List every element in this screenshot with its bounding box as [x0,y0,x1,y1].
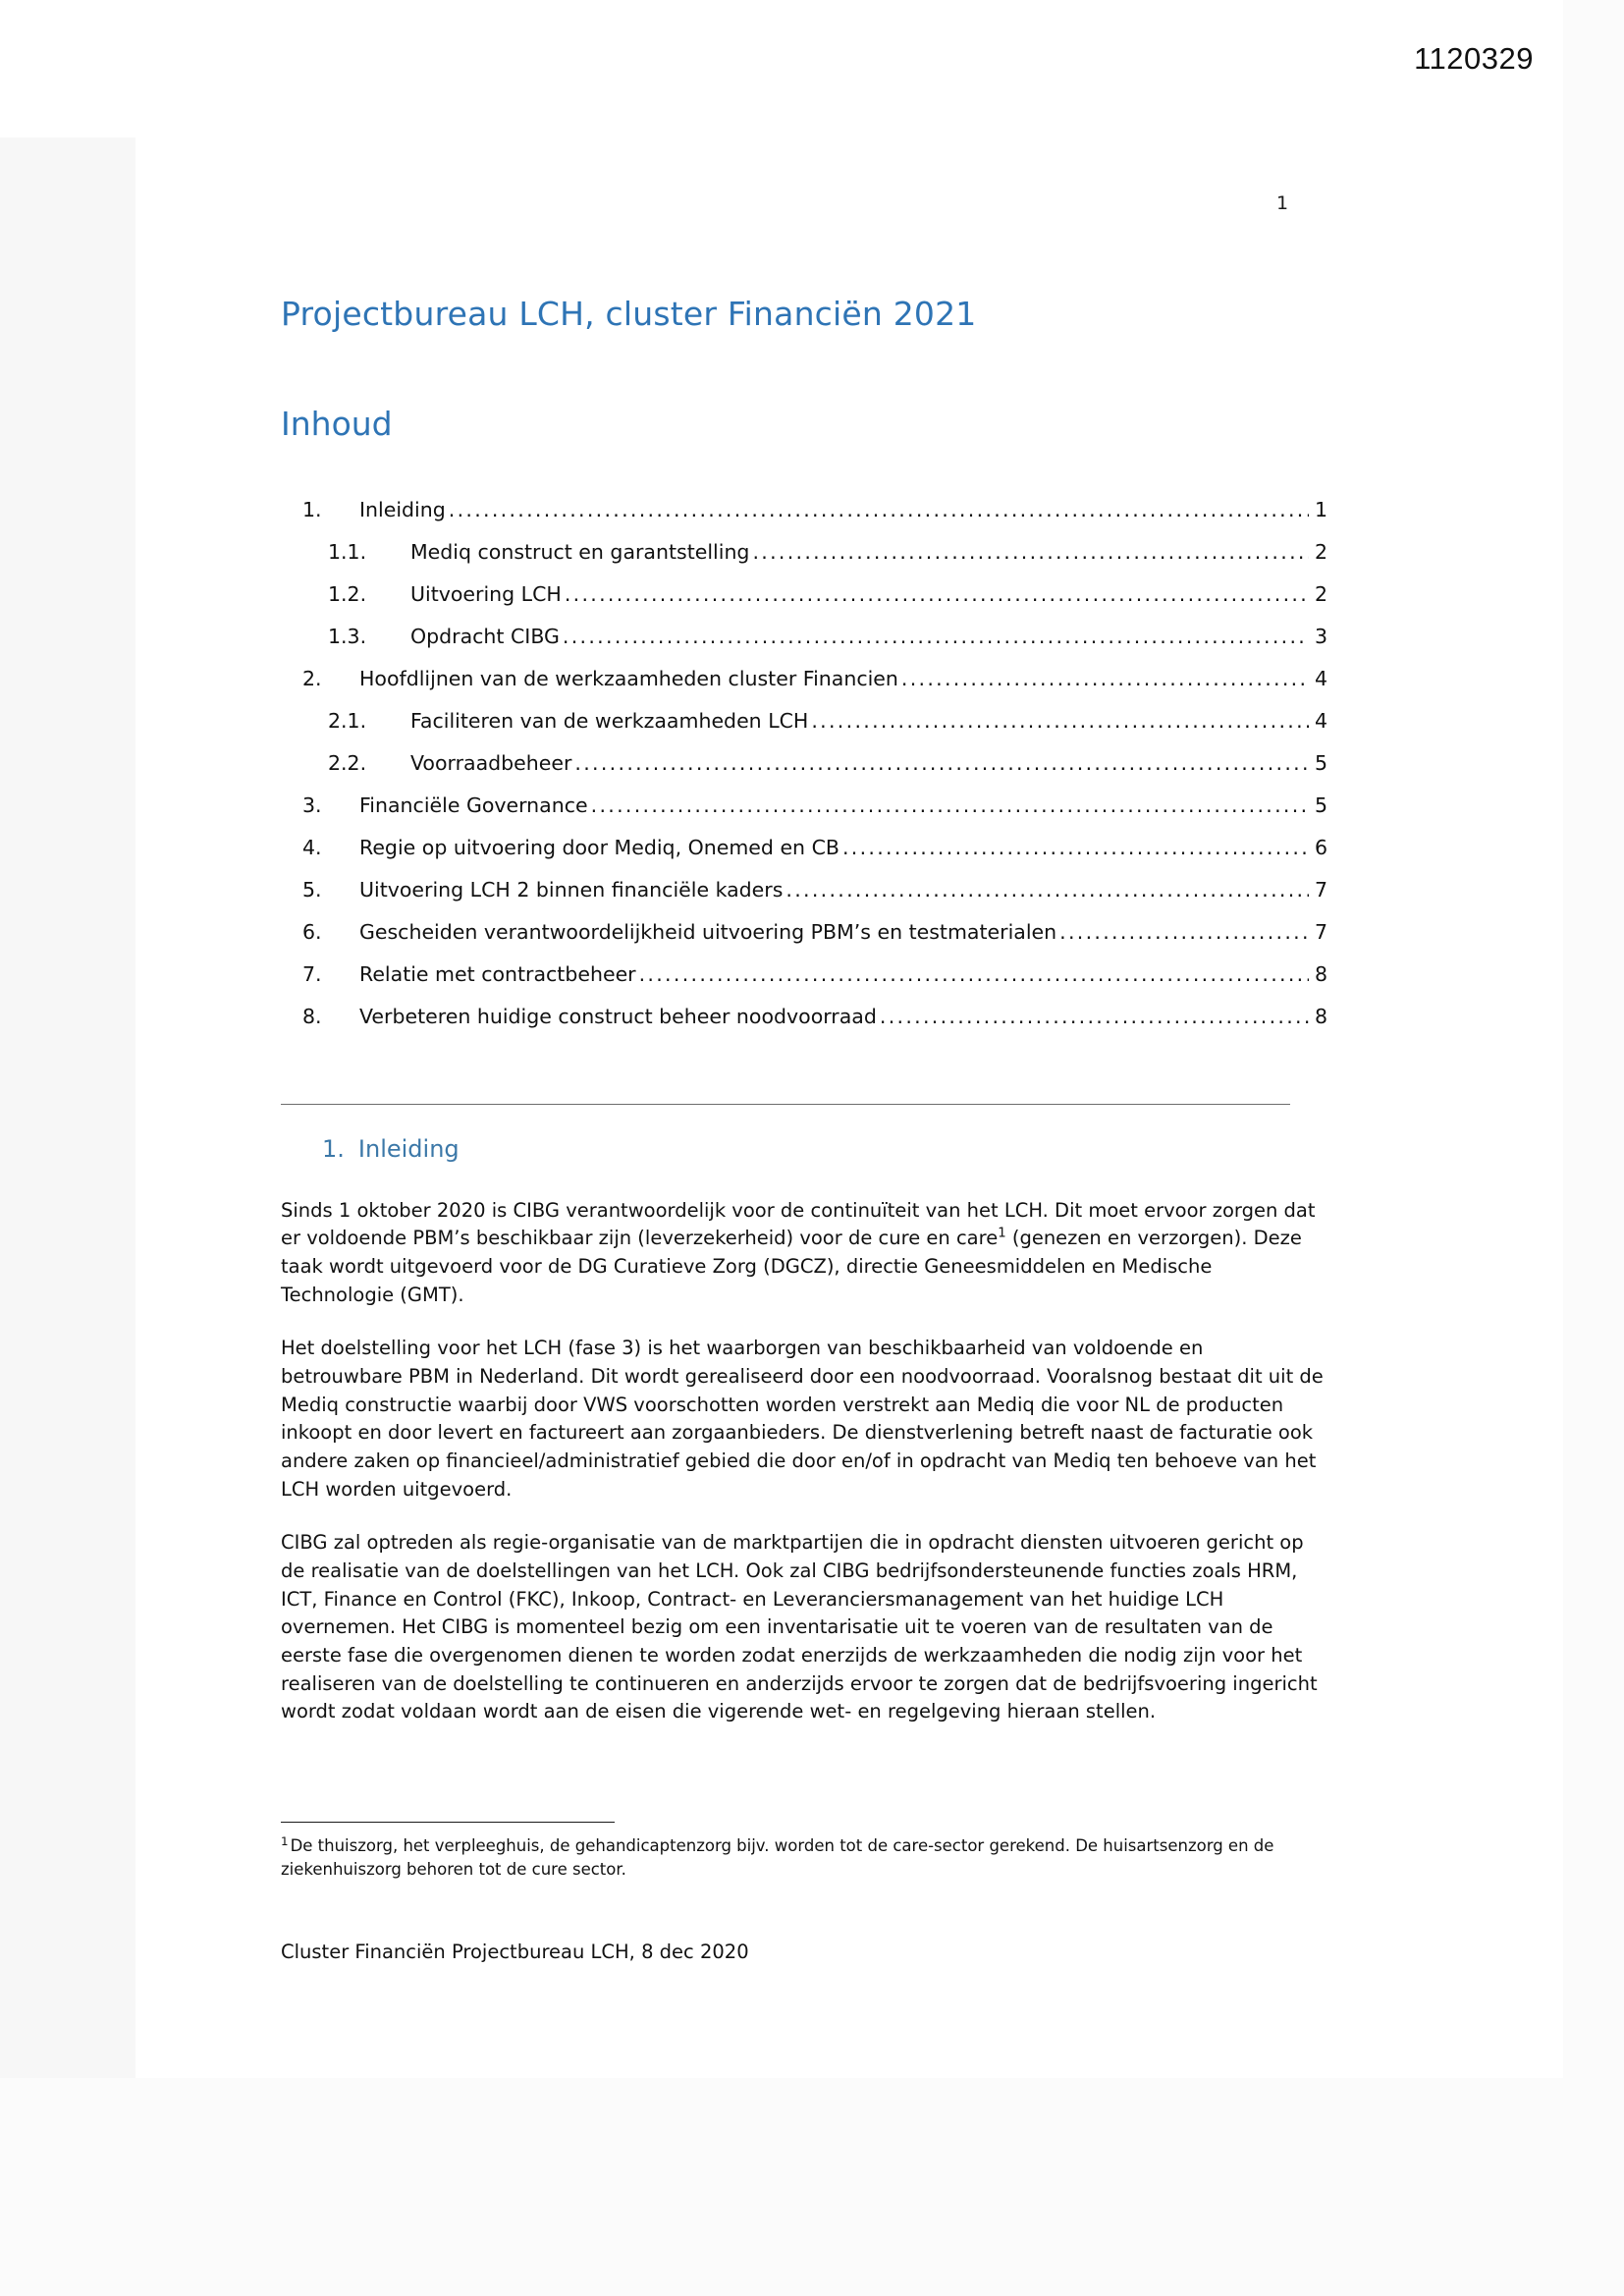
toc-entry-page: 3 [1314,625,1327,649]
toc-entry-number: 7. [302,962,322,987]
toc-entry[interactable] [281,753,1327,774]
toc-entry-label: Gescheiden verantwoordelijkheid uitvoering PBM’s en testmaterialen [359,920,1057,945]
toc-entry-label: Inleiding [359,498,446,522]
toc-entry[interactable] [281,584,1327,605]
toc-leader-dots [563,627,1309,647]
toc-entry[interactable] [281,880,1327,901]
paragraph-text-cont: (genezen en verzorgen). Deze taak wordt uitgevoerd voor de DG Curatieve Zorg (DGCZ), directie Geneesmiddelen en Medische Technologie (GMT). [281,1227,1302,1306]
toc-entry-number: 2.1. [328,709,367,734]
footnote-reference[interactable]: 1 [998,1226,1006,1241]
page-edge-shading-left [0,0,135,2296]
toc-leader-dots [565,584,1309,605]
page-edge-shading-bottom [0,2078,1624,2296]
footnote-separator [281,1822,615,1823]
section-number: 1. [322,1134,345,1163]
toc-entry-label: Verbeteren huidige construct beheer noodvoorraad [359,1005,877,1029]
section-title: Inleiding [357,1134,460,1163]
toc-leader-dots [591,795,1309,816]
toc-entry-label: Uitvoering LCH [410,582,562,607]
body-paragraph [281,1529,1327,1726]
toc-leader-dots [811,711,1309,732]
toc-entry-page: 7 [1314,878,1327,902]
toc-entry-page: 5 [1314,751,1327,776]
paragraph-text: CIBG zal optreden als regie-organisatie van de marktpartijen die in opdracht diensten uitvoeren gericht op de realisatie van de doelstellingen van het LCH. Ook zal CIBG bedrijfsondersteunende functies zoals HRM, ICT, Finance en Control (FKC), Inkoop, Contract- en Leveranciersmanagement van het huidige LCH overnemen. Het CIBG is momenteel bezig om een inventarisatie uit te voeren van de resultaten van de eerste fase die overgenomen dienen te worden zodat enerzijds de werkzaamheden die nodig zijn voor het realiseren van de doelstelling te continueren en anderzijds ervoor te zorgen dat de bedrijfsvoering ingericht wordt zodat voldaan wordt aan de eisen die vigerende wet- en regelgeving hieraan stellen. [281,1531,1318,1723]
toc-entry[interactable] [281,542,1327,563]
toc-entry-number: 4. [302,836,322,860]
page-edge-shading-right [1563,0,1624,2296]
toc-entry-page: 8 [1314,962,1327,987]
toc-leader-dots [639,964,1309,985]
toc-entry-number: 8. [302,1005,322,1029]
toc-leader-dots [574,753,1309,774]
toc-entry-page: 4 [1314,709,1327,734]
toc-leader-dots [449,500,1309,520]
toc-leader-dots [901,669,1309,689]
toc-entry-page: 1 [1314,498,1327,522]
toc-entry-label: Uitvoering LCH 2 binnen financiële kaders [359,878,784,902]
toc-entry[interactable] [281,922,1327,943]
toc-entry[interactable] [281,627,1327,647]
toc-entry-page: 7 [1314,920,1327,945]
toc-entry-number: 5. [302,878,322,902]
toc-entry-number: 3. [302,793,322,818]
footnote-marker: 1 [281,1833,289,1848]
toc-leader-dots [785,880,1309,901]
toc-entry-page: 4 [1314,667,1327,691]
toc-entry-number: 1.3. [328,625,367,649]
toc-entry-page: 6 [1314,836,1327,860]
toc-entry[interactable] [281,1007,1327,1027]
toc-entry-number: 1.1. [328,540,367,565]
toc-entry-label: Mediq construct en garantstelling [410,540,750,565]
toc-entry-number: 2. [302,667,322,691]
page-edge-shading-top [0,0,1624,137]
document-number: 1120329 [1414,41,1534,76]
section-body [281,1197,1327,1726]
toc-entry-number: 1. [302,498,322,522]
toc-leader-dots [880,1007,1309,1027]
toc-entry-label: Regie op uitvoering door Mediq, Onemed en CB [359,836,839,860]
footnote-1 [281,1834,1327,1882]
toc-entry-label: Financiële Governance [359,793,588,818]
document-title: Projectbureau LCH, cluster Financiën 2021 [281,295,977,333]
table-of-contents-heading: Inhoud [281,404,393,443]
paragraph-text: Sinds 1 oktober 2020 is CIBG verantwoordelijk voor de continuïteit van het LCH. Dit moet ervoor zorgen dat er voldoende PBM’s beschikbaar zijn (leverzekerheid) voor de cure en care [281,1198,1316,1250]
toc-entry[interactable] [281,669,1327,689]
toc-entry-label: Hoofdlijnen van de werkzaamheden cluster Financien [359,667,898,691]
section-heading-inleiding [281,1105,1327,1164]
toc-leader-dots [752,542,1309,563]
toc-entry[interactable] [281,838,1327,858]
body-paragraph [281,1197,1327,1310]
toc-entry[interactable] [281,964,1327,985]
toc-entry-page: 5 [1314,793,1327,818]
toc-entry-number: 2.2. [328,751,367,776]
toc-leader-dots [842,838,1309,858]
toc-entry-page: 2 [1314,582,1327,607]
toc-entry[interactable] [281,711,1327,732]
footnote-body: De thuiszorg, het verpleeghuis, de gehandicaptenzorg bijv. worden tot de care-sector gerekend. De huisartsenzorg en de ziekenhuiszorg behoren tot de cure sector. [281,1836,1274,1879]
body-paragraph [281,1335,1327,1503]
toc-entry[interactable] [281,500,1327,520]
page-number: 1 [1276,192,1289,214]
toc-leader-dots [1059,922,1309,943]
toc-entry-page: 2 [1314,540,1327,565]
toc-entry-label: Opdracht CIBG [410,625,560,649]
toc-entry-label: Voorraadbeheer [410,751,572,776]
toc-entry-page: 8 [1314,1005,1327,1029]
toc-entry-number: 6. [302,920,322,945]
table-of-contents [281,500,1327,1027]
toc-entry-label: Relatie met contractbeheer [359,962,636,987]
footnote-area [281,1822,1327,1882]
paragraph-text: Het doelstelling voor het LCH (fase 3) is het waarborgen van beschikbaarheid van voldoende en betrouwbare PBM in Nederland. Dit wordt gerealiseerd door een noodvoorraad. Vooralsnog bestaat dit uit de Mediq constructie waarbij door VWS voorschotten worden verstrekt aan Mediq die voor NL de producten inkoopt en door levert en factureert aan zorgaanbieders. De dienstverlening betreft naast de facturatie ook andere zaken op financieel/administratief gebied die door en/of in opdracht van Mediq ten behoeve van het LCH worden uitgevoerd. [281,1337,1324,1501]
document-footer: Cluster Financiën Projectbureau LCH, 8 dec 2020 [281,1941,749,1963]
toc-entry-number: 1.2. [328,582,367,607]
toc-entry[interactable] [281,795,1327,816]
document-content [281,295,1327,1752]
toc-entry-label: Faciliteren van de werkzaamheden LCH [410,709,809,734]
